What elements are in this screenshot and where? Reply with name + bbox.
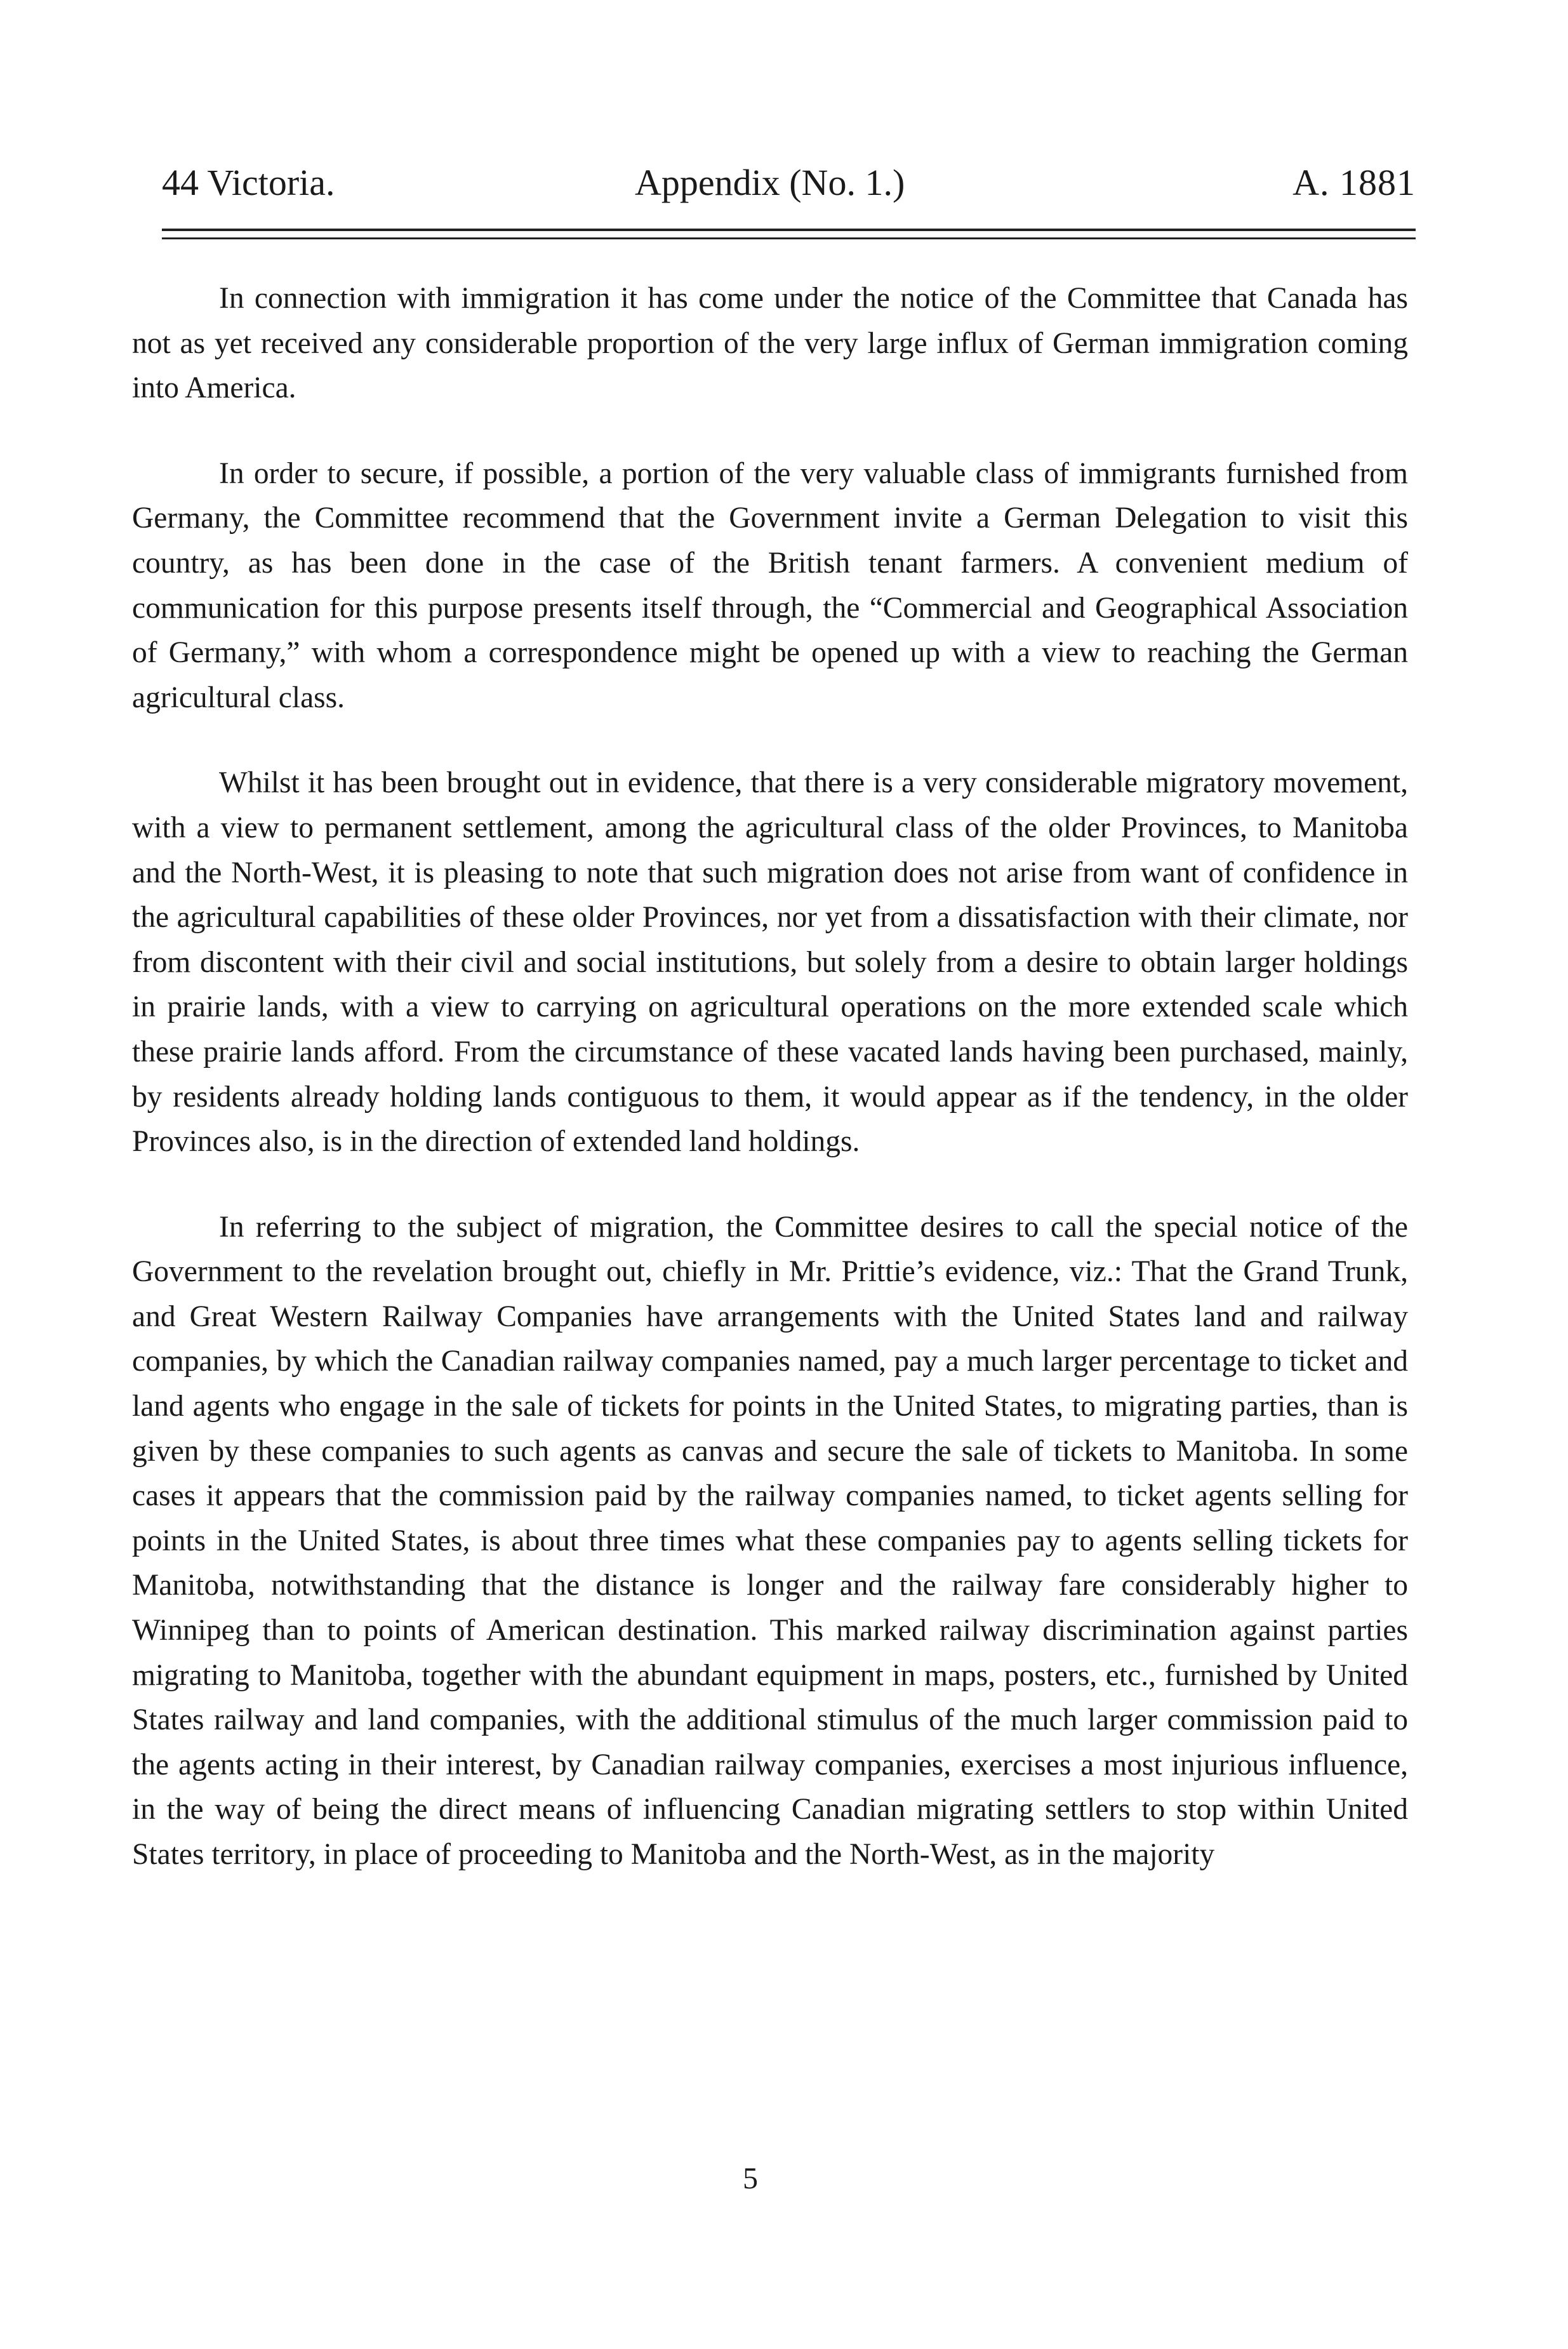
page-number: 5 bbox=[743, 2162, 758, 2195]
header-rule-top bbox=[162, 229, 1416, 231]
running-header bbox=[162, 157, 1416, 208]
paragraph-railway-discrimination: In referring to the subject of migration, the Committee desires to call the special notice of the Government to the revelation brought out, chiefly in Mr. Prittie’s evidence, viz.: That the Grand Trunk, and Great Western Railway Companies have arrangements with the United States land and railway companies, by which the Canadian railway companies named, pay a much larger percentage to ticket and land agents who engage in the sale of tickets for points in the United States, to migrating parties, than is given by these companies to such agents as canvas and secure the sale of tickets to Manitoba. In some cases it appears that the commission paid by the railway companies named, to ticket agents selling for points in the United States, is about three times what these companies pay to agents selling tickets for Manitoba, notwithstanding that the distance is longer and the railway fare considerably higher to Winnipeg than to points of American destination. This marked railway discrimination against parties migrating to Manitoba, together with the abundant equipment in maps, posters, etc., furnished by United States railway and land companies, with the additional stimulus of the much larger commission paid to the agents acting in their interest, by Canadian railway companies, exercises a most injurious influence, in the way of being the direct means of influencing Canadian migrating settlers to stop within United States territory, in place of proceeding to Manitoba and the North-West, as in the majority bbox=[132, 1210, 1408, 1871]
header-session: 44 Victoria. bbox=[162, 162, 335, 203]
header-appendix: Appendix (No. 1.) bbox=[635, 162, 905, 203]
paragraph-german-immigration: In connection with immigration it has come under the notice of the Committee that Canada has not as yet received any considerable proportion of the very large influx of German immigration coming into America. bbox=[132, 282, 1408, 405]
header-rule-bottom bbox=[162, 237, 1416, 239]
paragraph-migratory-movement: Whilst it has been brought out in evidence, that there is a very considerable migratory movement, with a view to permanent settlement, among the agricultural class of the older Provinces, to Manitoba and the North-West, it is pleasing to note that such migration does not arise from want of confidence in the agricultural capabilities of these older Provinces, nor yet from a dissatisfaction with their climate, nor from discontent with their civil and social institutions, but solely from a desire to obtain larger holdings in prairie lands, with a view to carrying on agricultural operations on the more extended scale which these prairie lands afford. From the circumstance of these vacated lands having been purchased, mainly, by residents already holding lands contiguous to them, it would appear as if the tendency, in the older Provinces also, is in the direction of extended land holdings. bbox=[132, 766, 1408, 1159]
body-text bbox=[132, 276, 1408, 1877]
paragraph-german-delegation: In order to secure, if possible, a portion of the very valuable class of immigrants furnished from Germany, the Committee recommend that the Government invite a German Delegation to visit this country, as has been done in the case of the British tenant farmers. A convenient medium of communication for this purpose presents itself through, the “Commercial and Geographical Association of Germany,” with whom a correspondence might be opened up with a view to reaching the German agricultural class. bbox=[132, 456, 1408, 714]
header-year: A. 1881 bbox=[1292, 162, 1416, 203]
